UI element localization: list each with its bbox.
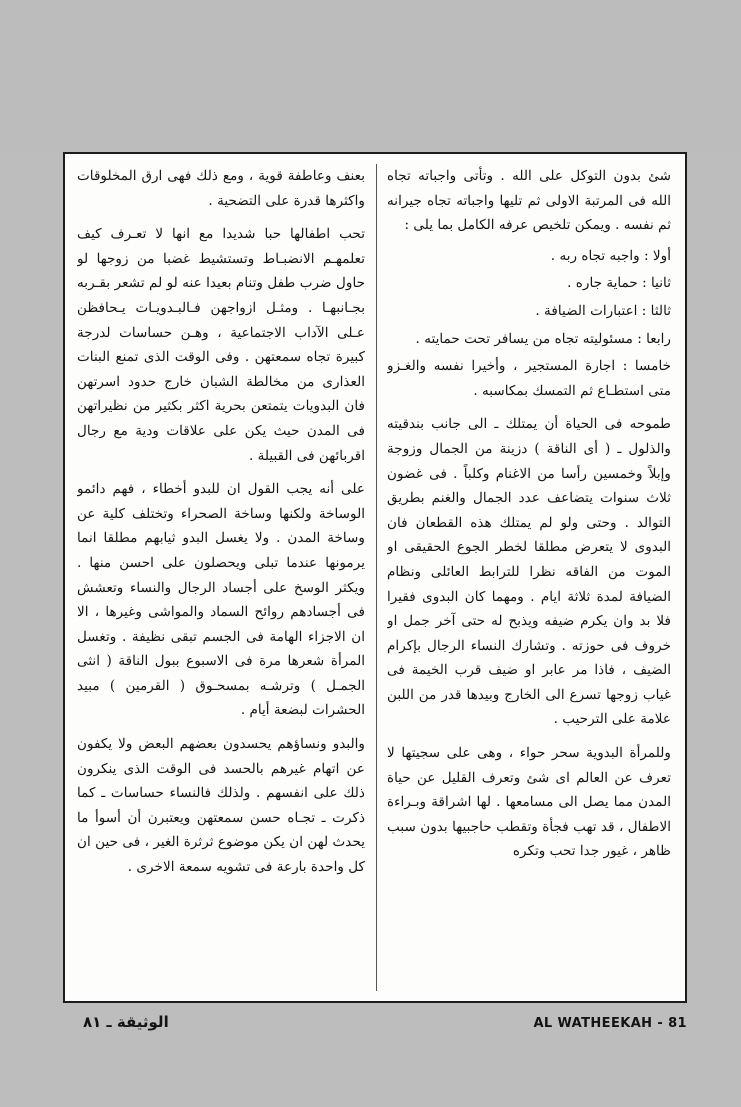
paragraph: على أنه يجب القول ان للبدو أخطاء ، فهم دائمو الوساخة ولكنها وساخة الصحراء وتختلف كلية عن وساخة المدن . ولا يغسل البدو ثيابهم مطلقا انما يرمونها عندما تبلى ويحصلون على احسن منها . ويكثر الوسخ على أجساد الرجال والنساء وتعشش فى أجسادهم روائح السماد والمواشى وغيرها ، الا ان الاجزاء الهامة فى الجسم تبقى نظيفة . وتغسل المرأة شعرها مرة فى الاسبوع ببول الناقة ( انثى الجمـل ) وترشـه بمسحـوق ( القرمين ) مبيد الحشرات لبضعة أيام . xyxy=(77,481,365,719)
article-text-box xyxy=(63,152,687,1003)
paragraph: وللمرأة البدوية سحر حواء ، وهى على سجيتها لا تعرف عن العالم اى شئ وتعرف القليل عن حياة المدن مما يصل الى مسامعها . لها اشراقة وبـراءة الاطفال ، قد تهب فجأة وتقطب حاجبيها بدون سبب ظاهر ، غيور جدا تحب وتكره xyxy=(387,745,671,860)
duty-item-5: خامسا : اجارة المستجير ، وأخيرا نفسه والغـزو متى استطـاع ثم التمسك بمكاسبه . xyxy=(387,358,671,399)
duty-item-4: رابعا : مسئوليته تجاه من يسافر تحت حمايته . xyxy=(415,330,671,347)
page-footer xyxy=(63,1006,687,1040)
left-text-column xyxy=(77,164,365,993)
duty-item-3: ثالثا : اعتبارات الضيافة . xyxy=(535,302,671,319)
right-text-column xyxy=(387,164,671,993)
duty-item-2: ثانيا : حماية جاره . xyxy=(567,275,671,292)
paragraph: بعنف وعاطفة قوية ، ومع ذلك فهى ارق المخلوقات واكثرها قدرة على التضحية . xyxy=(77,168,365,209)
footer-page-label-arabic: الوثيقة ـ ٨١ xyxy=(83,1013,169,1031)
paragraph: طموحه فى الحياة أن يمتلك ـ الى جانب بندقيته والذلول ـ ( أى الناقة ) دزينة من الجمال وزوجة وإبلاً وخمسين رأسا من الاغنام وكلباً . فى غضون ثلاث سنوات يتضاعف عدد الجمال والغنم بطريق التوالد . وحتى ولو لم يمتلك هذه القطعان فان البدوى لا يتعرض مطلقا لخطر الجوع الحقيقى او الموت من الفاقه نظرا للترابط العائلى ونظام الضيافة لمدة ثلاثة ايام . ومهما كان البدوى فقيرا فلا بد وان يكرم ضيفه ويذبح له حتى آخر جمل او خروف فى حوزته . وتشارك النساء الرجال بإكرام الضيف ، فاذا مر عابر او ضيف قرب الخيمة فى غياب زوجها تسرع الى الخارج وبيدها قدر من اللبن علامة على الترحيب . xyxy=(387,416,671,728)
column-divider xyxy=(376,164,377,991)
page-top-margin xyxy=(0,0,741,152)
duty-item-1: أولا : واجبه تجاه ربه . xyxy=(550,247,671,264)
footer-page-label-latin: AL WATHEEKAH - 81 xyxy=(533,1016,687,1031)
paragraph: والبدو ونساؤهم يحسدون بعضهم البعض ولا يكفون عن اتهام غيرهم بالحسد فى الوقت الذى ينكرون ذلك على انفسهم . ولذلك فالنساء حساسات ـ كما ذكرت ـ تجـاه حسن سمعتهن ويعتبرن أن أسوأ ما يحدث لهن ان يكن موضوع ثرثرة الغير ، فى حين ان كل واحدة بارعة فى تشويه سمعة الاخرى . xyxy=(77,736,365,876)
paragraph: تحب اطفالها حبا شديدا مع انها لا تعـرف كيف تعلمهـم الانضبـاط وتستشيط غضبا من زوجها لو حاول ضرب طفل وتنام بعيدا عنه لو لم تشعر بقـربه بجـانبهـا . ومثـل ازواجهن فـالبـدويـات يـحافظن عـلى الآداب الاجتماعية ، وهـن حساسات لدرجة كبيرة تجاه سمعتهن . وفى الوقت الذى تمنع البنات العذارى من مخالطة الشبان خارج حدود اسرتهن فان البدويات يتمتعن بحرية اكثر بكثير من نظيراتهن فى المدن حيث يكن على علاقات ودية مع رجال اقربائهن فى القبيلة . xyxy=(77,226,365,464)
paragraph: شئ بدون التوكل على الله . وتأتى واجباته تجاه الله فى المرتبة الاولى ثم تليها واجباته تجاه جيرانه ثم نفسه . ويمكن تلخيص عرفه الكامل بما يلى : xyxy=(387,168,671,234)
